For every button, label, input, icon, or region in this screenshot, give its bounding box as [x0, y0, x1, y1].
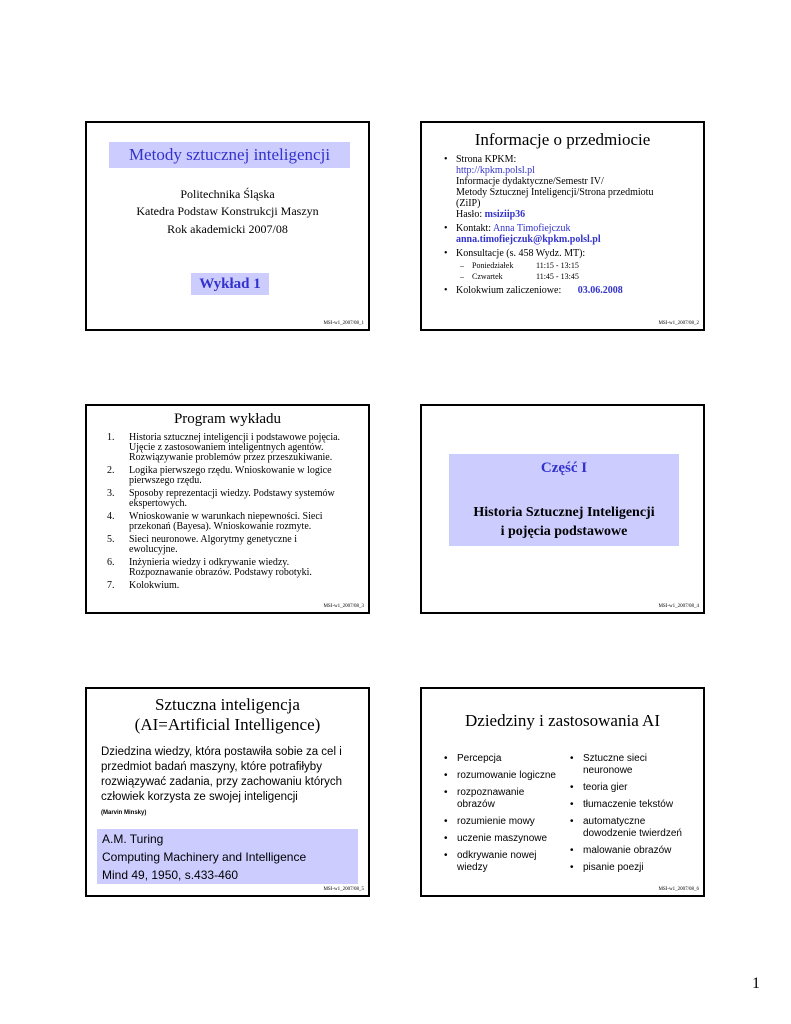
domains-list-right [570, 753, 688, 879]
page-number: 1 [752, 975, 760, 992]
contact-email[interactable]: anna.timofiejczuk@kpkm.polsl.pl [456, 234, 601, 245]
list-item [432, 223, 700, 245]
consult-time: 11:15 - 13:15 [536, 261, 579, 270]
slide-title-line: (AI=Artificial Intelligence) [134, 715, 321, 734]
slide-footer: MSI-w1_2007/08_6 [658, 887, 699, 892]
password-row [456, 209, 700, 220]
slide-title [87, 695, 368, 735]
slide-footer: MSI-w1_2007/08_4 [658, 604, 699, 609]
list-item: • Sztuczne sieci neuronowe [570, 753, 688, 777]
slide-1 [85, 121, 370, 331]
slide-title-line: Sztuczna inteligencja [155, 695, 300, 714]
slide-3 [85, 404, 370, 614]
list-item: 5. Sieci neuronowe. Algorytmy genetyczne i ewolucyjne. [107, 534, 298, 555]
definition-text: Dziedzina wiedzy, która postawiła sobie za cel i przedmiot badań maszyny, które potrafiłyby rozwiązywać zadania, przy zachowaniu których człowiek korzysta ze swojej inteligencji [101, 746, 342, 803]
exam-date: 03.06.2008 [577, 285, 623, 296]
slide-title: Metody sztucznej inteligencji [109, 142, 350, 168]
consult-label: • Konsultacje (s. 458 Wydz. MT): [456, 248, 586, 259]
section-block [449, 454, 679, 546]
kpkm-link[interactable]: http://kpkm.polsl.pl [456, 165, 535, 176]
slide-footer: MSI-w1_2007/08_2 [658, 321, 699, 326]
list-item: 2. Logika pierwszego rzędu. Wnioskowanie w logice pierwszego rzędu. [107, 465, 332, 486]
slide-title: Informacje o przedmiocie [474, 130, 651, 149]
part-label: Część I [540, 460, 588, 476]
list-item: • rozumowanie logiczne [444, 770, 562, 782]
section-title-line: Historia Sztucznej Inteligencji [473, 505, 655, 520]
reference-box [97, 829, 358, 884]
info-path-line: (ZiIP) [456, 198, 481, 209]
slide-title: Dziedziny i zastosowania AI [465, 711, 660, 730]
consult-day: Poniedziałek [472, 261, 514, 270]
exam-label: Kolokwium zaliczeniowe: [456, 285, 562, 296]
academic-year: Rok akademicki 2007/08 [167, 222, 288, 236]
list-item: 6. Inżynieria wiedzy i odkrywanie wiedzy. Rozpoznawanie obrazów. Podstawy robotyki. [107, 557, 312, 578]
password-value: msiziip36 [484, 209, 526, 220]
list-item: • rozpoznawanie obrazów [444, 787, 562, 811]
list-item: • pisanie poezji [570, 862, 688, 874]
slide-footer: MSI-w1_2007/08_5 [323, 887, 364, 892]
contact-label: Kontakt: [456, 223, 491, 234]
list-item: • uczenie maszynowe [444, 833, 562, 845]
list-item: • odkrywanie nowej wiedzy [444, 850, 562, 874]
list-item: • malowanie obrazów [570, 845, 688, 857]
definition-author: (Marvin Minsky) [101, 810, 147, 816]
reference-title: Computing Machinery and Intelligence [102, 850, 307, 864]
list-item: • Percepcja [444, 753, 562, 765]
list-item: • rozumienie mowy [444, 816, 562, 828]
list-item [432, 285, 700, 296]
domains-list-left [444, 753, 562, 879]
consult-item: – Czwartek 11:45 - 13:45 [460, 272, 579, 281]
list-item: • teoria gier [570, 782, 688, 794]
consult-day: Czwartek [472, 272, 503, 281]
consult-time: 11:45 - 13:45 [536, 272, 579, 281]
section-title [449, 503, 679, 541]
department-name: Katedra Podstaw Konstrukcji Maszyn [136, 204, 319, 218]
info-list [432, 154, 700, 299]
list-item: 3. Sposoby reprezentacji wiedzy. Podstawy systemów ekspertowych. [107, 488, 335, 509]
list-item: • automatyczne dowodzenie twierdzeń [570, 816, 688, 840]
list-item: 1. Historia sztucznej inteligencji i podstawowe pojęcia. Ujęcie z zastosowaniem inteligentnych agentów. Rozwiązywanie problemów przez przeszukiwanie. [107, 432, 341, 463]
slide-6 [420, 687, 705, 897]
contact-name: Anna Timofiejczuk [492, 223, 571, 234]
university-name: Politechnika Śląska [180, 187, 275, 201]
section-title-line: i pojęcia podstawowe [500, 524, 628, 539]
consult-list [456, 260, 700, 282]
slide-footer: MSI-w1_2007/08_3 [323, 604, 364, 609]
info-path-line: Informacje dydaktyczne/Semestr IV/ [456, 176, 604, 187]
lecture-label: Wykład 1 [191, 273, 269, 295]
consult-item: – Poniedziałek 11:15 - 13:15 [460, 261, 579, 270]
slide-2 [420, 121, 705, 331]
reference-author: A.M. Turing [102, 832, 164, 846]
list-item: 4. Wnioskowanie w warunkach niepewności. Sieci przekonań (Bayesa). Wnioskowanie rozmyte. [107, 511, 323, 532]
slide-5 [85, 687, 370, 897]
list-item: 7. Kolokwium. [107, 580, 180, 591]
slide-footer: MSI-w1_2007/08_1 [323, 321, 364, 326]
kpkm-label: • Strona KPKM: [456, 154, 517, 165]
password-label: Hasło: [456, 209, 483, 220]
list-item [432, 154, 700, 220]
list-item [432, 248, 700, 282]
list-item: • tłumaczenie tekstów [570, 799, 688, 811]
slide-4 [420, 404, 705, 614]
reference-source: Mind 49, 1950, s.433-460 [102, 868, 239, 882]
slide-title: Program wykładu [173, 411, 282, 427]
info-path-line: Metody Sztucznej Inteligencji/Strona przedmiotu [456, 187, 654, 198]
program-list [107, 433, 347, 594]
